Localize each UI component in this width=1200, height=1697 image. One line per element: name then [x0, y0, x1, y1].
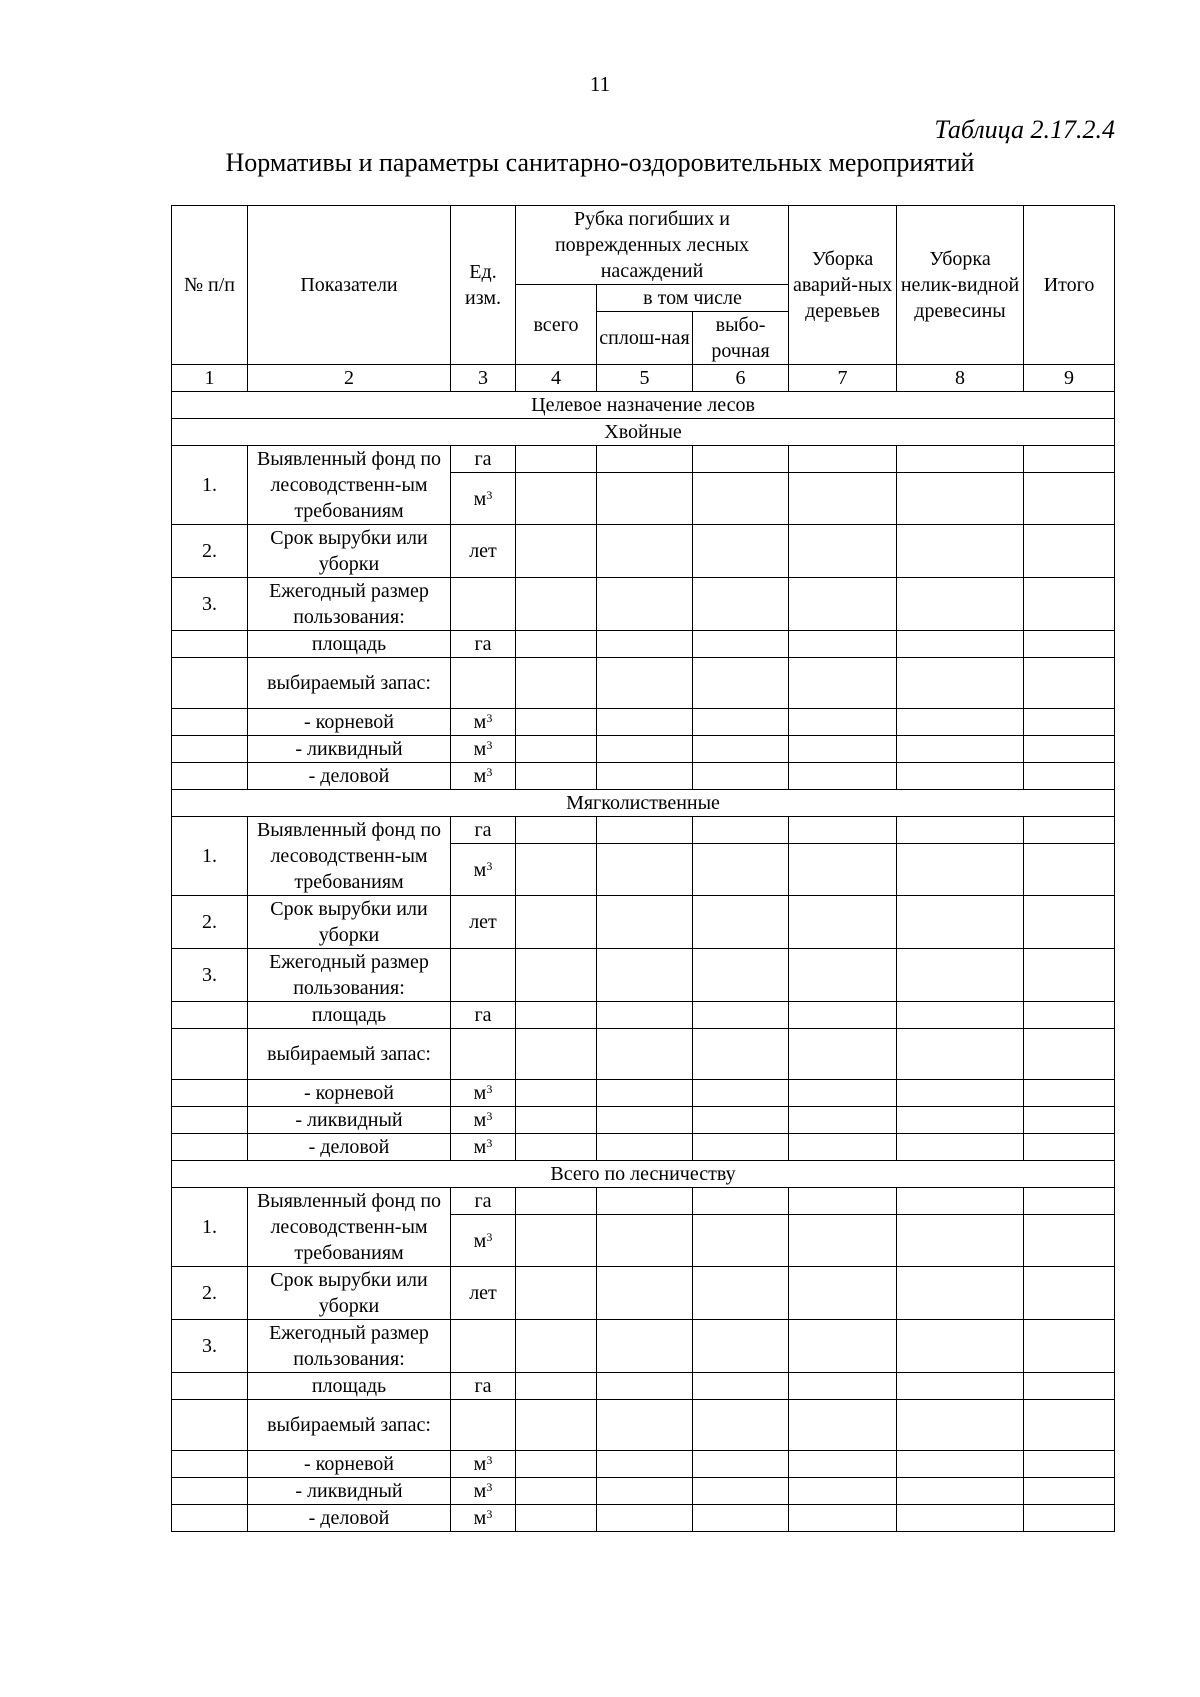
value-cell — [897, 736, 1024, 763]
table-body — [172, 392, 1115, 1532]
value-cell — [693, 763, 789, 790]
value-cell — [597, 896, 693, 949]
row-unit — [451, 658, 516, 709]
row-number — [172, 736, 248, 763]
value-cell — [516, 1320, 597, 1373]
row-unit: лет — [451, 896, 516, 949]
value-cell — [897, 658, 1024, 709]
row-unit: лет — [451, 525, 516, 578]
value-cell — [516, 446, 597, 473]
column-number: 8 — [897, 365, 1024, 392]
value-cell — [789, 1320, 897, 1373]
value-cell — [516, 1478, 597, 1505]
value-cell — [516, 736, 597, 763]
value-cell — [1024, 817, 1115, 844]
column-number: 5 — [597, 365, 693, 392]
row-indicator: - деловой — [248, 763, 451, 790]
row-indicator: - корневой — [248, 1080, 451, 1107]
value-cell — [693, 446, 789, 473]
value-cell — [1024, 844, 1115, 896]
row-number — [172, 1134, 248, 1161]
value-cell — [693, 1029, 789, 1080]
row-unit: $м^3$ — [451, 1451, 516, 1478]
row-unit: га — [451, 1188, 516, 1215]
row-number — [172, 1029, 248, 1080]
value-cell — [789, 578, 897, 631]
value-cell — [693, 631, 789, 658]
value-cell — [789, 446, 897, 473]
value-cell — [1024, 1188, 1115, 1215]
header-no: № п/п — [172, 206, 248, 365]
table-row — [172, 631, 1115, 658]
value-cell — [897, 1451, 1024, 1478]
row-number — [172, 631, 248, 658]
table-row — [172, 1134, 1115, 1161]
row-number — [172, 1002, 248, 1029]
row-indicator: выбираемый запас: — [248, 1029, 451, 1080]
table-row — [172, 1080, 1115, 1107]
value-cell — [516, 631, 597, 658]
value-cell — [789, 763, 897, 790]
value-cell — [597, 1188, 693, 1215]
value-cell — [897, 473, 1024, 525]
table-row — [172, 658, 1115, 709]
value-cell — [897, 844, 1024, 896]
value-cell — [1024, 709, 1115, 736]
value-cell — [897, 896, 1024, 949]
row-indicator: Выявленный фонд по лесоводственн-ым требованиям — [248, 1188, 451, 1267]
value-cell — [897, 525, 1024, 578]
row-number: 1. — [172, 1188, 248, 1267]
table-row — [172, 1002, 1115, 1029]
value-cell — [597, 1080, 693, 1107]
section-title: Всего по лесничеству — [172, 1161, 1115, 1188]
value-cell — [1024, 473, 1115, 525]
row-number: 3. — [172, 1320, 248, 1373]
value-cell — [897, 709, 1024, 736]
table-row — [172, 525, 1115, 578]
row-indicator: Ежегодный размер пользования: — [248, 1320, 451, 1373]
row-unit: $м^3$ — [451, 736, 516, 763]
row-number: 3. — [172, 949, 248, 1002]
value-cell — [516, 763, 597, 790]
row-number — [172, 1373, 248, 1400]
value-cell — [789, 658, 897, 709]
value-cell — [693, 578, 789, 631]
value-cell — [693, 817, 789, 844]
value-cell — [1024, 1134, 1115, 1161]
table-row — [172, 1188, 1115, 1215]
table-row — [172, 709, 1115, 736]
header-unit: Ед. изм. — [451, 206, 516, 365]
table-row — [172, 446, 1115, 473]
value-cell — [597, 578, 693, 631]
value-cell — [1024, 1107, 1115, 1134]
value-cell — [516, 1134, 597, 1161]
row-indicator: - деловой — [248, 1505, 451, 1532]
table-label: Таблица 2.17.2.4 — [934, 115, 1115, 144]
value-cell — [693, 896, 789, 949]
row-indicator: - ликвидный — [248, 1107, 451, 1134]
value-cell — [597, 844, 693, 896]
table-row — [172, 1400, 1115, 1451]
row-number: 3. — [172, 578, 248, 631]
column-number: 1 — [172, 365, 248, 392]
value-cell — [597, 473, 693, 525]
value-cell — [693, 1107, 789, 1134]
table-row — [172, 1029, 1115, 1080]
value-cell — [693, 1373, 789, 1400]
row-number: 2. — [172, 896, 248, 949]
value-cell — [693, 473, 789, 525]
table-title: Нормативы и параметры санитарно-оздоровительных мероприятий — [225, 148, 975, 177]
value-cell — [597, 1215, 693, 1267]
row-indicator: - деловой — [248, 1134, 451, 1161]
value-cell — [1024, 763, 1115, 790]
value-cell — [516, 844, 597, 896]
row-unit: га — [451, 1373, 516, 1400]
row-indicator: - корневой — [248, 709, 451, 736]
value-cell — [516, 709, 597, 736]
header-itogo: Итого — [1024, 206, 1115, 365]
value-cell — [897, 949, 1024, 1002]
column-number: 2 — [248, 365, 451, 392]
row-number — [172, 763, 248, 790]
header-emergency-trees: Уборка аварий-ных деревьев — [789, 206, 897, 365]
header-illiquid-wood: Уборка нелик-видной древесины — [897, 206, 1024, 365]
value-cell — [789, 1478, 897, 1505]
value-cell — [789, 1080, 897, 1107]
value-cell — [597, 1267, 693, 1320]
value-cell — [516, 1188, 597, 1215]
row-indicator: выбираемый запас: — [248, 1400, 451, 1451]
value-cell — [1024, 578, 1115, 631]
table-row — [172, 1267, 1115, 1320]
value-cell — [693, 1188, 789, 1215]
value-cell — [789, 525, 897, 578]
value-cell — [897, 1267, 1024, 1320]
table-row — [172, 1451, 1115, 1478]
table-row — [172, 578, 1115, 631]
value-cell — [1024, 1320, 1115, 1373]
row-number — [172, 1451, 248, 1478]
value-cell — [1024, 736, 1115, 763]
row-indicator: площадь — [248, 1373, 451, 1400]
value-cell — [516, 1373, 597, 1400]
row-unit: $м^3$ — [451, 844, 516, 896]
row-indicator: площадь — [248, 631, 451, 658]
value-cell — [1024, 1451, 1115, 1478]
value-cell — [789, 1188, 897, 1215]
value-cell — [897, 1080, 1024, 1107]
value-cell — [1024, 1400, 1115, 1451]
table-row — [172, 1373, 1115, 1400]
header-felling-group: Рубка погибших и поврежденных лесных насаждений — [516, 206, 789, 285]
row-unit: $м^3$ — [451, 1505, 516, 1532]
table-row — [172, 949, 1115, 1002]
value-cell — [597, 446, 693, 473]
value-cell — [516, 817, 597, 844]
value-cell — [516, 896, 597, 949]
table-row — [172, 736, 1115, 763]
row-unit: $м^3$ — [451, 1080, 516, 1107]
row-unit: га — [451, 817, 516, 844]
value-cell — [1024, 1080, 1115, 1107]
value-cell — [693, 658, 789, 709]
value-cell — [516, 525, 597, 578]
row-indicator: - ликвидный — [248, 1478, 451, 1505]
section-title: Хвойные — [172, 419, 1115, 446]
column-number: 3 — [451, 365, 516, 392]
value-cell — [516, 1267, 597, 1320]
column-number: 4 — [516, 365, 597, 392]
row-number: 2. — [172, 525, 248, 578]
value-cell — [693, 1002, 789, 1029]
value-cell — [693, 1478, 789, 1505]
value-cell — [1024, 1505, 1115, 1532]
row-number — [172, 1080, 248, 1107]
value-cell — [789, 1029, 897, 1080]
value-cell — [597, 1373, 693, 1400]
value-cell — [1024, 1267, 1115, 1320]
value-cell — [789, 844, 897, 896]
value-cell — [516, 1080, 597, 1107]
table-row — [172, 1107, 1115, 1134]
row-unit — [451, 1400, 516, 1451]
value-cell — [516, 1002, 597, 1029]
row-number: 1. — [172, 817, 248, 896]
row-indicator: Срок вырубки или уборки — [248, 1267, 451, 1320]
value-cell — [897, 1188, 1024, 1215]
value-cell — [693, 525, 789, 578]
value-cell — [789, 1400, 897, 1451]
row-unit: $м^3$ — [451, 1107, 516, 1134]
value-cell — [597, 1400, 693, 1451]
column-number: 9 — [1024, 365, 1115, 392]
row-indicator: выбираемый запас: — [248, 658, 451, 709]
row-number — [172, 1505, 248, 1532]
value-cell — [789, 1215, 897, 1267]
section-title: Мягколиственные — [172, 790, 1115, 817]
row-unit — [451, 949, 516, 1002]
value-cell — [516, 1505, 597, 1532]
header-including: в том числе — [597, 285, 789, 312]
value-cell — [897, 1400, 1024, 1451]
table-row — [172, 1478, 1115, 1505]
value-cell — [789, 1107, 897, 1134]
value-cell — [597, 736, 693, 763]
value-cell — [597, 1002, 693, 1029]
value-cell — [897, 1215, 1024, 1267]
purpose-row: Целевое назначение лесов — [172, 392, 1115, 419]
row-unit — [451, 578, 516, 631]
row-unit: $м^3$ — [451, 763, 516, 790]
header-selective: выбо-рочная — [693, 312, 789, 365]
value-cell — [789, 1451, 897, 1478]
value-cell — [897, 1505, 1024, 1532]
table-row — [172, 817, 1115, 844]
value-cell — [897, 763, 1024, 790]
value-cell — [789, 473, 897, 525]
row-number — [172, 1107, 248, 1134]
row-number: 1. — [172, 446, 248, 525]
value-cell — [693, 736, 789, 763]
value-cell — [1024, 658, 1115, 709]
value-cell — [597, 658, 693, 709]
value-cell — [1024, 631, 1115, 658]
value-cell — [516, 578, 597, 631]
value-cell — [693, 1267, 789, 1320]
value-cell — [597, 1451, 693, 1478]
value-cell — [597, 763, 693, 790]
row-unit: $м^3$ — [451, 709, 516, 736]
value-cell — [516, 1215, 597, 1267]
table-row — [172, 896, 1115, 949]
value-cell — [1024, 896, 1115, 949]
row-number: 2. — [172, 1267, 248, 1320]
header-indicators: Показатели — [248, 206, 451, 365]
value-cell — [789, 1505, 897, 1532]
row-unit: га — [451, 1002, 516, 1029]
value-cell — [789, 1267, 897, 1320]
value-cell — [897, 1478, 1024, 1505]
value-cell — [897, 1029, 1024, 1080]
value-cell — [597, 949, 693, 1002]
row-indicator: - корневой — [248, 1451, 451, 1478]
value-cell — [1024, 1478, 1115, 1505]
value-cell — [693, 1080, 789, 1107]
row-unit: $м^3$ — [451, 473, 516, 525]
value-cell — [897, 1134, 1024, 1161]
value-cell — [597, 1134, 693, 1161]
value-cell — [897, 446, 1024, 473]
value-cell — [789, 709, 897, 736]
value-cell — [693, 844, 789, 896]
row-unit: га — [451, 446, 516, 473]
row-indicator: Срок вырубки или уборки — [248, 896, 451, 949]
table-row — [172, 1505, 1115, 1532]
value-cell — [597, 1320, 693, 1373]
value-cell — [597, 525, 693, 578]
value-cell — [597, 709, 693, 736]
value-cell — [516, 949, 597, 1002]
row-number — [172, 658, 248, 709]
value-cell — [516, 1107, 597, 1134]
value-cell — [693, 1134, 789, 1161]
value-cell — [693, 1320, 789, 1373]
row-indicator: Выявленный фонд по лесоводственн-ым требованиям — [248, 446, 451, 525]
value-cell — [897, 817, 1024, 844]
value-cell — [789, 1373, 897, 1400]
value-cell — [597, 1478, 693, 1505]
row-unit — [451, 1029, 516, 1080]
table-row — [172, 763, 1115, 790]
table-row — [172, 1320, 1115, 1373]
value-cell — [693, 1215, 789, 1267]
value-cell — [897, 1002, 1024, 1029]
value-cell — [597, 1107, 693, 1134]
row-number — [172, 1400, 248, 1451]
value-cell — [1024, 1002, 1115, 1029]
header-total: всего — [516, 285, 597, 365]
row-unit: лет — [451, 1267, 516, 1320]
value-cell — [1024, 1373, 1115, 1400]
value-cell — [516, 1400, 597, 1451]
row-indicator: Выявленный фонд по лесоводственн-ым требованиям — [248, 817, 451, 896]
value-cell — [789, 817, 897, 844]
value-cell — [897, 1320, 1024, 1373]
value-cell — [597, 1029, 693, 1080]
value-cell — [789, 949, 897, 1002]
value-cell — [897, 631, 1024, 658]
value-cell — [789, 631, 897, 658]
value-cell — [789, 896, 897, 949]
row-unit: $м^3$ — [451, 1134, 516, 1161]
value-cell — [789, 736, 897, 763]
value-cell — [1024, 446, 1115, 473]
row-indicator: площадь — [248, 1002, 451, 1029]
value-cell — [693, 1400, 789, 1451]
value-cell — [597, 817, 693, 844]
row-number — [172, 709, 248, 736]
column-number: 7 — [789, 365, 897, 392]
value-cell — [897, 1373, 1024, 1400]
row-indicator: - ликвидный — [248, 736, 451, 763]
value-cell — [897, 578, 1024, 631]
value-cell — [1024, 949, 1115, 1002]
value-cell — [1024, 525, 1115, 578]
value-cell — [516, 1029, 597, 1080]
value-cell — [1024, 1029, 1115, 1080]
value-cell — [597, 631, 693, 658]
value-cell — [789, 1134, 897, 1161]
value-cell — [789, 1002, 897, 1029]
value-cell — [693, 1505, 789, 1532]
page-number: 11 — [589, 72, 611, 96]
row-unit: га — [451, 631, 516, 658]
value-cell — [516, 473, 597, 525]
column-number: 6 — [693, 365, 789, 392]
row-unit: $м^3$ — [451, 1215, 516, 1267]
row-unit — [451, 1320, 516, 1373]
header-clear: сплош-ная — [597, 312, 693, 365]
row-number — [172, 1478, 248, 1505]
value-cell — [516, 1451, 597, 1478]
value-cell — [516, 658, 597, 709]
value-cell — [597, 1505, 693, 1532]
value-cell — [693, 1451, 789, 1478]
value-cell — [1024, 1215, 1115, 1267]
row-unit: $м^3$ — [451, 1478, 516, 1505]
value-cell — [693, 709, 789, 736]
row-indicator: Ежегодный размер пользования: — [248, 578, 451, 631]
value-cell — [693, 949, 789, 1002]
value-cell — [897, 1107, 1024, 1134]
row-indicator: Срок вырубки или уборки — [248, 525, 451, 578]
norms-table — [171, 205, 1115, 1532]
column-numbers-row — [172, 365, 1115, 392]
row-indicator: Ежегодный размер пользования: — [248, 949, 451, 1002]
